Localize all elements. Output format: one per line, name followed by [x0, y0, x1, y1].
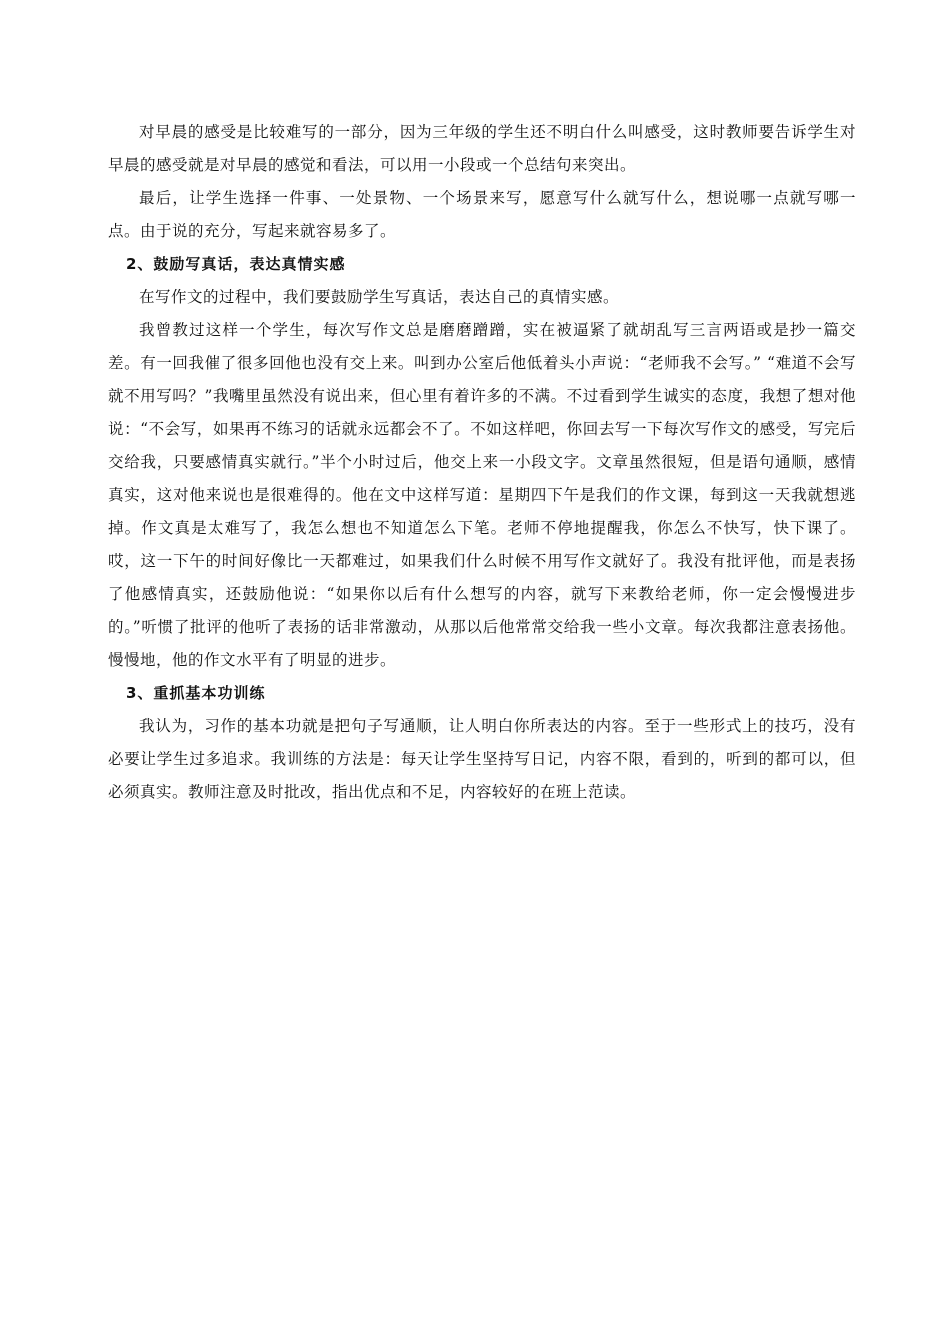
paragraph-choose-topic: 最后，让学生选择一件事、一处景物、一个场景来写，愿意写什么就写什么，想说哪一点就写哪一点。由于说的充分，写起来就容易多了。 — [108, 189, 856, 240]
paragraph-student-story: 我曾教过这样一个学生，每次写作文总是磨磨蹭蹭，实在被逼紧了就胡乱写三言两语或是抄一篇交差。有一回我催了很多回他也没有交上来。叫到办公室后他低着头小声说：“老师我不会写。” “难道不会写就不用写吗？”我嘴里虽然没有说出来，但心里有着许多的不满。不过看到学生诚实的态度，我想了想对他说：“不会写，如果再不练习的话就永远都会不了。不如这样吧，你回去写一下每次写作文的感受，写完后交给我，只要感情真实就行。”半个小时过后，他交上来一小段文字。文章虽然很短，但是语句通顺，感情真实，这对他来说也是很难得的。他在文中这样写道：星期四下午是我们的作文课，每到这一天我就想逃掉。作文真是太难写了，我怎么想也不知道怎么下笔。老师不停地提醒我，你怎么不快写，快下课了。哎，这一下午的时间好像比一天都难过，如果我们什么时候不用写作文就好了。我没有批评他，而是表扬了他感情真实，还鼓励他说：“如果你以后有什么想写的内容，就写下来教给老师，你一定会慢慢进步的。”听惯了批评的他听了表扬的话非常激动，从那以后他常常交给我一些小文章。每次我都注意表扬他。慢慢地，他的作文水平有了明显的进步。 — [108, 321, 856, 669]
paragraph-encourage-truth: 在写作文的过程中，我们要鼓励学生写真话，表达自己的真情实感。 — [139, 288, 620, 306]
document-page — [108, 116, 856, 809]
paragraph-basic-skills: 我认为，习作的基本功就是把句子写通顺，让人明白你所表达的内容。至于一些形式上的技巧，没有必要让学生过多追求。我训练的方法是：每天让学生坚持写日记，内容不限，看到的，听到的都可以，但必须真实。教师注意及时批改，指出优点和不足，内容较好的在班上范读。 — [108, 717, 856, 801]
section-heading-3: 3、重抓基本功训练 — [126, 684, 266, 702]
section-heading-2: 2、鼓励写真话，表达真情实感 — [126, 255, 346, 273]
paragraph-morning-feelings: 对早晨的感受是比较难写的一部分，因为三年级的学生还不明白什么叫感受，这时教师要告诉学生对早晨的感受就是对早晨的感觉和看法，可以用一小段或一个总结句来突出。 — [108, 123, 856, 174]
